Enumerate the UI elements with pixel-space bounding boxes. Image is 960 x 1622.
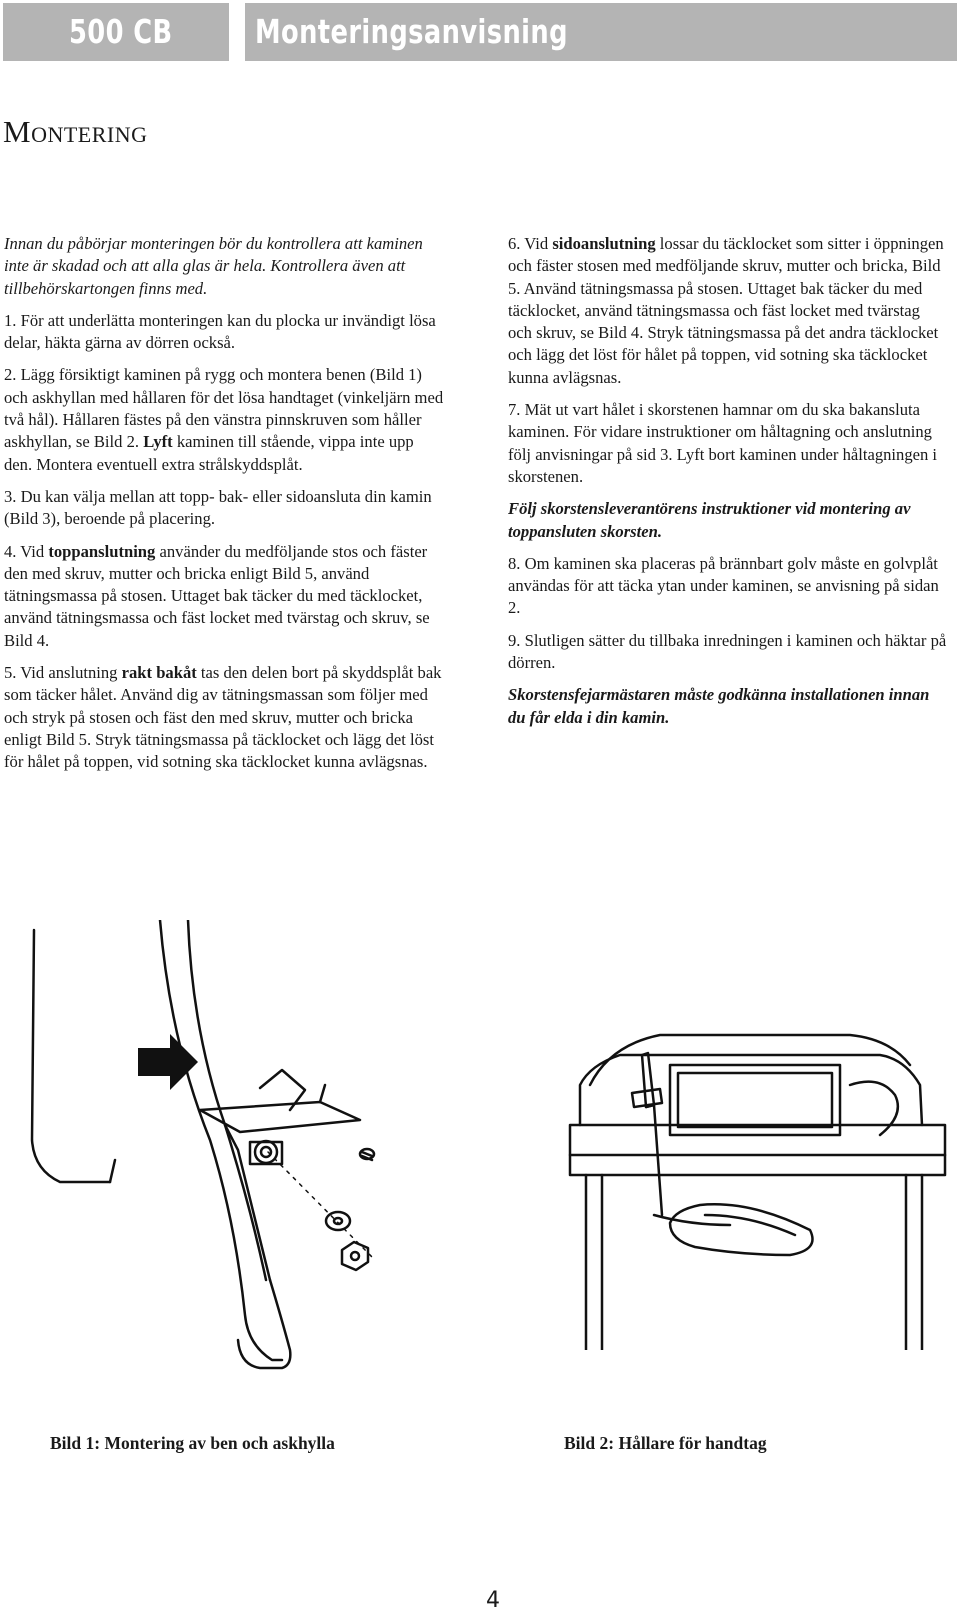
section-title: Montering <box>3 114 148 149</box>
chimney-note: Följ skorstensleverantörens instruktioner vid montering av toppansluten skorsten. <box>508 499 911 541</box>
figure-1-caption: Bild 1: Montering av ben och askhylla <box>50 1433 335 1453</box>
header-title: Monteringsanvisning <box>255 12 568 51</box>
header-model: 500 CB <box>69 12 173 51</box>
intro-paragraph: Innan du påbörjar monteringen bör du kontrollera att kaminen inte är skadad och att alla glas är hela. Kontrollera även att tillbehörskartongen finns med. <box>4 234 423 298</box>
step-3: 3. Du kan välja mellan att topp- bak- eller sidoansluta din kamin (Bild 3), beroende på placering. <box>4 486 432 529</box>
header-model-bar <box>3 3 229 61</box>
step-7: 7. Mät ut vart hålet i skorstenen hamnar om du ska bakansluta kaminen. För vidare instruktioner om håltagning och anslutning följ anvisningar på sid 3. Lyft bort kaminen under håltagningen i skorstenen. <box>508 400 938 486</box>
figure-1-illustration <box>20 920 470 1390</box>
step-1: 1. För att underlätta monteringen kan du plocka ur invändigt lösa delar, häkta gärna av dörren också. <box>4 310 436 353</box>
approval-note: Skorstensfejarmästaren måste godkänna installationen innan du får elda i din kamin. <box>508 685 930 727</box>
step-6: 6. Vid sidoanslutning lossar du täcklocket som sitter i öppningen och fäster stosen med medföljande skruv, mutter och bricka, Bild 5. Använd tätningsmassa på stosen. Uttaget bak täcker du med täcklocket, använd tätningsmassa och fäst locket med tvärstag och skruv, se Bild 4. Stryk tätningsmassa på det andra täcklocket och lägg det löst för hålet på toppen, vid sotning ska täcklocket kunna avlägsnas. <box>508 234 944 387</box>
right-column <box>508 233 948 739</box>
step-4: 4. Vid toppanslutning använder du medföljande stos och fäster den med skruv, mutter och bricka enligt Bild 5, använd tätningsmassa på stosen. Uttaget bak täcker du med täcklocket, använd tätningsmassa och fäst locket med tvärstag och skruv, se Bild 4. <box>4 541 430 650</box>
figure-2-illustration <box>550 1025 950 1350</box>
figure-2-caption: Bild 2: Hållare för handtag <box>564 1433 767 1453</box>
step-5: 5. Vid anslutning rakt bakåt tas den delen bort på skyddsplåt bak som täcker hålet. Använd dig av tätningsmassan som följer med och stryk på stosen och fäst den med skruv, mutter och bricka enligt Bild 5. Stryk tätningsmassa på täcklocket och lägg det löst för hålet på toppen, vid sotning ska täcklocket kunna avlägsnas. <box>4 663 442 772</box>
step-8: 8. Om kaminen ska placeras på brännbart golv måste en golvplåt användas för att täcka ytan under kaminen, se anvisning på sidan 2. <box>508 553 939 618</box>
step-9: 9. Slutligen sätter du tillbaka inredningen i kaminen och häktar på dörren. <box>508 630 947 673</box>
step-2: 2. Lägg försiktigt kaminen på rygg och montera benen (Bild 1) och askhyllan med hållaren för det lösa handtaget (vinkeljärn med två hål). Hållaren fästes på den vänstra pinnskruven som håller askhyllan, se Bild 2. Lyft kaminen till stående, vippa inte upp den. Montera eventuell extra strålskyddsplåt. <box>4 365 444 474</box>
left-column <box>4 233 444 784</box>
header-title-bar <box>245 3 957 61</box>
page-number: 4 <box>486 1588 500 1613</box>
